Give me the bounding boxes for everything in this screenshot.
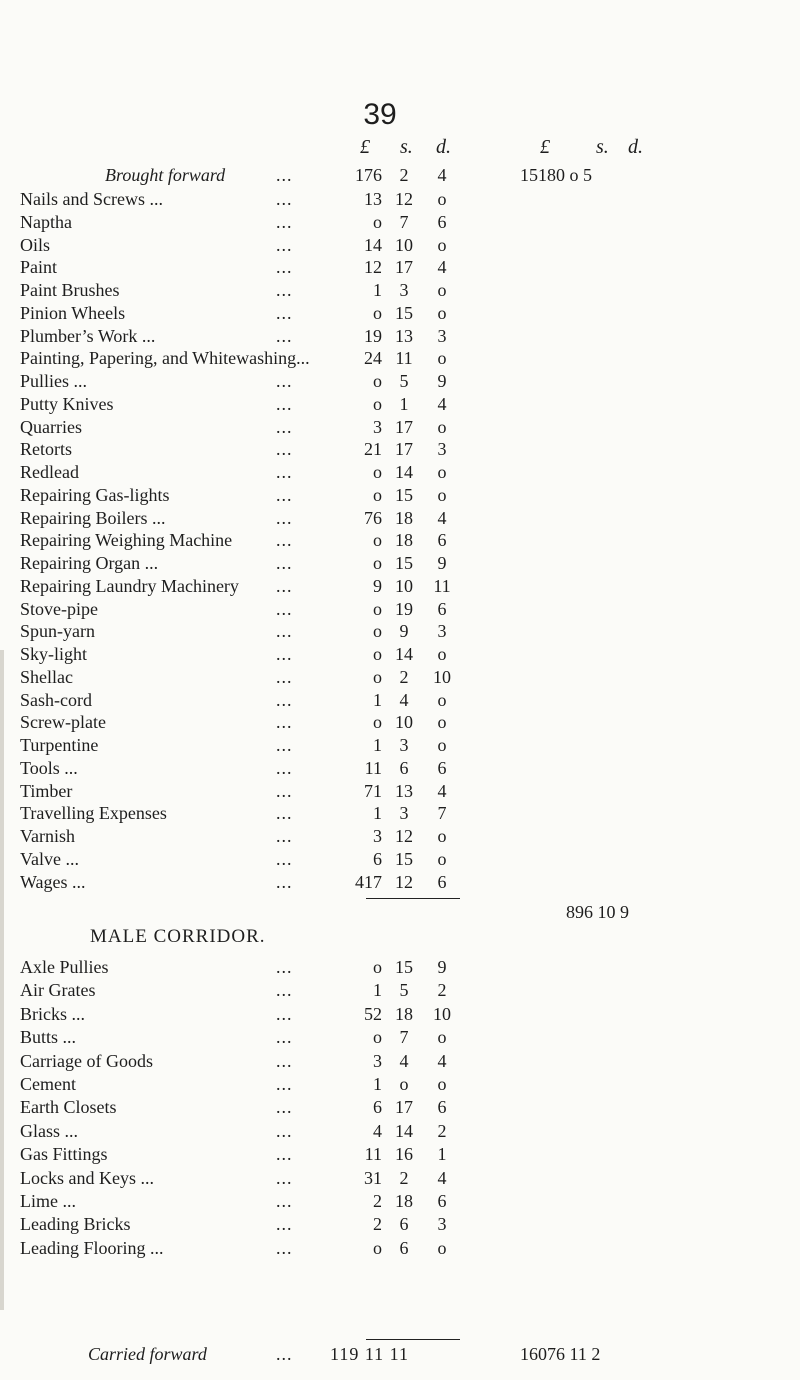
leader-dots: ... — [276, 462, 293, 482]
shillings: 13 — [395, 325, 413, 346]
item-label: Nails and Screws ... — [20, 189, 163, 209]
table-row — [0, 233, 800, 257]
pounds: 11 — [364, 757, 382, 778]
pence: o — [437, 848, 447, 869]
item-label: Sky-light — [20, 644, 88, 664]
shillings: 4 — [399, 689, 409, 710]
table-row — [0, 1095, 800, 1119]
table-row — [0, 369, 800, 393]
section-title: MALE CORRIDOR. — [90, 926, 266, 947]
pence: o — [437, 416, 447, 437]
item-label: Repairing Weighing Machine — [20, 530, 233, 551]
table-row — [0, 779, 800, 803]
pounds: 76 — [364, 507, 382, 528]
pence: 7 — [437, 803, 447, 824]
header-shillings-total: s. — [596, 136, 609, 158]
leader-dots: ... — [276, 1344, 293, 1364]
shillings: 12 — [395, 871, 413, 892]
carried-rule — [366, 1339, 460, 1340]
table-row — [0, 824, 800, 848]
pounds: o — [373, 553, 382, 573]
shillings: 15 — [395, 553, 413, 573]
pounds: o — [373, 211, 382, 232]
item-label: Retorts — [20, 439, 72, 460]
table-row — [0, 528, 800, 552]
table-row — [0, 1189, 800, 1213]
pounds: 6 — [373, 1097, 382, 1118]
pence: 4 — [437, 780, 447, 801]
pounds: 3 — [373, 826, 382, 846]
leader-dots: ... — [276, 1191, 293, 1211]
pence: 1 — [437, 1144, 447, 1165]
shillings: 6 — [399, 1237, 409, 1258]
shillings: 5 — [399, 371, 409, 391]
table-row — [0, 255, 800, 279]
shillings: 14 — [395, 462, 413, 482]
item-label: Paint Brushes — [20, 280, 120, 300]
shillings: 10 — [395, 234, 413, 255]
leader-dots: ... — [276, 280, 293, 300]
pence: o — [437, 735, 447, 755]
shillings: 11 — [395, 348, 413, 369]
pence: 4 — [437, 393, 447, 414]
shillings: 1 — [399, 393, 409, 414]
item-label: Oils — [20, 234, 51, 255]
table-row — [0, 187, 800, 211]
table-row — [0, 1236, 800, 1260]
pounds: o — [373, 393, 382, 414]
pence: 4 — [437, 1050, 447, 1071]
pence: 4 — [437, 507, 447, 528]
shillings: 17 — [395, 416, 413, 437]
table-row — [0, 710, 800, 734]
leader-dots: ... — [276, 325, 293, 346]
pence: 3 — [437, 621, 447, 642]
item-label: Shellac — [20, 666, 73, 687]
pence: 6 — [437, 1097, 447, 1118]
pence: 2 — [437, 980, 447, 1001]
table-row — [0, 665, 800, 689]
pence: 2 — [437, 1120, 447, 1141]
pounds: 4 — [373, 1120, 382, 1141]
leader-dots: ... — [276, 757, 293, 778]
item-label: Carriage of Goods — [20, 1050, 153, 1071]
item-label: Varnish — [20, 826, 75, 846]
leader-dots: ... — [276, 1050, 293, 1071]
pence: 9 — [437, 371, 447, 391]
item-label: Bricks ... — [20, 1003, 85, 1024]
item-label: Painting, Papering, and Whitewashing... — [20, 348, 310, 369]
pounds: o — [373, 621, 382, 642]
item-label: Sash-cord — [20, 689, 92, 710]
shillings: 2 — [399, 165, 409, 185]
leader-dots: ... — [276, 980, 293, 1001]
item-label: Stove-pipe — [20, 598, 98, 619]
shillings: 19 — [395, 598, 413, 619]
item-label: Spun-yarn — [20, 621, 95, 642]
pounds: o — [373, 1027, 382, 1048]
pounds: 19 — [364, 325, 382, 346]
item-label: Cement — [20, 1074, 76, 1094]
brought-forward-label: Brought forward — [105, 165, 226, 185]
table-row — [0, 870, 800, 894]
shillings: 14 — [395, 644, 413, 664]
pence: o — [437, 462, 447, 482]
pence: o — [437, 280, 447, 300]
table-row — [0, 551, 800, 575]
shillings: 6 — [399, 757, 409, 778]
leader-dots: ... — [276, 1074, 293, 1094]
shillings: 3 — [399, 803, 409, 824]
leader-dots: ... — [276, 257, 293, 278]
leader-dots: ... — [276, 1167, 293, 1188]
leader-dots: ... — [276, 735, 293, 755]
header-shillings: s. — [400, 136, 413, 158]
item-label: Tools ... — [20, 757, 78, 778]
table-row — [0, 642, 800, 666]
pence: o — [437, 484, 447, 505]
leader-dots: ... — [276, 165, 293, 185]
pounds: o — [373, 666, 382, 687]
item-label: Putty Knives — [20, 393, 114, 414]
item-label: Repairing Gas-lights — [20, 484, 170, 505]
shillings: 2 — [399, 666, 409, 687]
pence: o — [437, 1074, 447, 1094]
pounds: 417 — [355, 871, 382, 892]
item-label: Repairing Organ ... — [20, 553, 159, 573]
leader-dots: ... — [276, 1003, 293, 1024]
item-label: Travelling Expenses — [20, 803, 167, 824]
shillings: 16 — [395, 1144, 413, 1165]
leader-dots: ... — [276, 530, 293, 551]
pounds: 1 — [373, 735, 382, 755]
pence: 10 — [433, 666, 451, 687]
shillings: 2 — [399, 1167, 409, 1188]
pounds: 14 — [364, 234, 382, 255]
shillings: 7 — [399, 211, 409, 232]
leader-dots: ... — [276, 1027, 293, 1048]
shillings: 15 — [395, 484, 413, 505]
pounds: 1 — [373, 980, 382, 1001]
table-row — [0, 392, 800, 416]
item-label: Redlead — [20, 462, 79, 482]
pounds: o — [373, 371, 382, 391]
table-row — [0, 1119, 800, 1143]
shillings: o — [399, 1074, 409, 1094]
pounds: o — [373, 598, 382, 619]
pounds: 176 — [355, 165, 382, 185]
pence: 4 — [437, 257, 447, 278]
leader-dots: ... — [276, 1144, 293, 1165]
table-row — [0, 1212, 800, 1236]
pounds: o — [373, 1237, 382, 1258]
table-row — [0, 324, 800, 348]
item-label: Repairing Boilers ... — [20, 507, 166, 528]
pence: 6 — [437, 530, 447, 551]
pounds: o — [373, 712, 382, 733]
pence: 10 — [433, 1003, 451, 1024]
pounds: 2 — [373, 1191, 382, 1211]
pence: o — [437, 348, 447, 369]
pounds: o — [373, 302, 382, 323]
pence: 11 — [433, 575, 451, 596]
item-label: Paint — [20, 257, 58, 278]
item-label: Repairing Laundry Machinery — [20, 575, 239, 596]
pence: 3 — [437, 325, 447, 346]
leader-dots: ... — [276, 598, 293, 619]
leader-dots: ... — [276, 871, 293, 892]
pence: 6 — [437, 871, 447, 892]
item-label: Timber — [20, 780, 73, 801]
table-row — [0, 688, 800, 712]
leader-dots: ... — [276, 1214, 293, 1235]
pounds: 3 — [373, 416, 382, 437]
item-label: Valve ... — [20, 848, 79, 869]
leader-dots: ... — [276, 1120, 293, 1141]
leader-dots: ... — [276, 848, 293, 869]
carried-amount: 119 11 11 — [330, 1344, 409, 1364]
pounds: 1 — [373, 803, 382, 824]
table-row — [0, 437, 800, 461]
pence: o — [437, 189, 447, 209]
shillings: 18 — [395, 507, 413, 528]
leader-dots: ... — [276, 1097, 293, 1118]
shillings: 6 — [399, 1214, 409, 1235]
item-label: Butts ... — [20, 1027, 77, 1048]
table-row — [0, 1072, 800, 1096]
table-row — [0, 801, 800, 825]
shillings: 17 — [395, 257, 413, 278]
table-row — [0, 483, 800, 507]
leader-dots: ... — [276, 416, 293, 437]
table-row — [0, 1002, 800, 1026]
leader-dots: ... — [276, 211, 293, 232]
table-row — [0, 301, 800, 325]
shillings: 3 — [399, 280, 409, 300]
pounds: 24 — [364, 348, 382, 369]
table-row — [0, 278, 800, 302]
leader-dots: ... — [276, 621, 293, 642]
pounds: 21 — [364, 439, 382, 460]
item-label: Turpentine — [20, 735, 99, 755]
leader-dots: ... — [276, 507, 293, 528]
carried-forward-row — [0, 1342, 800, 1366]
pence: o — [437, 1027, 447, 1048]
pence: o — [437, 644, 447, 664]
leader-dots: ... — [276, 826, 293, 846]
shillings: 13 — [395, 780, 413, 801]
item-label: Earth Closets — [20, 1097, 117, 1118]
item-label: Screw-plate — [20, 712, 106, 733]
pounds: o — [373, 462, 382, 482]
leader-dots: ... — [276, 957, 293, 977]
table-row — [0, 847, 800, 871]
table-row — [0, 1142, 800, 1166]
table-row — [0, 1049, 800, 1073]
pounds: 3 — [373, 1050, 382, 1071]
pounds: 1 — [373, 1074, 382, 1094]
pence: 3 — [437, 1214, 447, 1235]
leader-dots: ... — [276, 393, 293, 414]
leader-dots: ... — [276, 803, 293, 824]
table-row — [0, 756, 800, 780]
leader-dots: ... — [276, 371, 293, 391]
page-number: 39 — [363, 98, 397, 131]
item-label: Plumber’s Work ... — [20, 325, 156, 346]
pence: o — [437, 302, 447, 323]
leader-dots: ... — [276, 484, 293, 505]
item-label: Leading Bricks — [20, 1214, 131, 1235]
table-row — [0, 733, 800, 757]
pence: 6 — [437, 211, 447, 232]
pounds: 9 — [373, 575, 382, 596]
header-pounds-total: £ — [540, 136, 550, 158]
leader-dots: ... — [276, 780, 293, 801]
header-pence-total: d. — [628, 136, 643, 158]
pounds: 2 — [373, 1214, 382, 1235]
pence: 4 — [437, 1167, 447, 1188]
leader-dots: ... — [276, 234, 293, 255]
carried-forward-label: Carried forward — [88, 1344, 207, 1364]
shillings: 18 — [395, 1191, 413, 1211]
shillings: 15 — [395, 957, 413, 977]
table-row — [0, 1166, 800, 1190]
pence: 6 — [437, 598, 447, 619]
pounds: 71 — [364, 780, 382, 801]
pounds: o — [373, 644, 382, 664]
pence: o — [437, 712, 447, 733]
item-label: Wages ... — [20, 871, 86, 892]
leader-dots: ... — [276, 439, 293, 460]
table-row — [0, 619, 800, 643]
leader-dots: ... — [276, 644, 293, 664]
shillings: 18 — [395, 1003, 413, 1024]
pounds: 11 — [364, 1144, 382, 1165]
pounds: o — [373, 484, 382, 505]
pounds: o — [373, 530, 382, 551]
pence: o — [437, 1237, 447, 1258]
brought-forward-total: 15180 o 5 — [520, 165, 592, 185]
shillings: 14 — [395, 1120, 413, 1141]
leader-dots: ... — [276, 553, 293, 573]
shillings: 12 — [395, 189, 413, 209]
item-label: Axle Pullies — [20, 957, 109, 977]
item-label: Gas Fittings — [20, 1144, 108, 1165]
item-label: Pullies ... — [20, 371, 88, 391]
pence: 9 — [437, 553, 447, 573]
table-row — [0, 346, 800, 370]
leader-dots: ... — [276, 189, 293, 209]
shillings: 7 — [399, 1027, 409, 1048]
pence: o — [437, 689, 447, 710]
brought-forward-row — [0, 163, 800, 187]
item-label: Air Grates — [20, 980, 96, 1001]
item-label: Quarries — [20, 416, 82, 437]
pounds: 52 — [364, 1003, 382, 1024]
shillings: 10 — [395, 712, 413, 733]
leader-dots: ... — [276, 575, 293, 596]
pence: 6 — [437, 1191, 447, 1211]
leader-dots: ... — [276, 1237, 293, 1258]
carried-forward-total: 16076 11 2 — [520, 1344, 601, 1364]
shillings: 15 — [395, 302, 413, 323]
pounds: 1 — [373, 689, 382, 710]
subtotal-rule — [366, 898, 460, 899]
shillings: 17 — [395, 439, 413, 460]
item-label: Glass ... — [20, 1120, 78, 1141]
shillings: 4 — [399, 1050, 409, 1071]
shillings: 3 — [399, 735, 409, 755]
shillings: 15 — [395, 848, 413, 869]
pounds: 6 — [373, 848, 382, 869]
leader-dots: ... — [276, 666, 293, 687]
table-row — [0, 506, 800, 530]
shillings: 10 — [395, 575, 413, 596]
section-total: 896 10 9 — [566, 902, 629, 922]
table-row — [0, 597, 800, 621]
item-label: Lime ... — [20, 1191, 76, 1211]
pounds: 12 — [364, 257, 382, 278]
pence: 3 — [437, 439, 447, 460]
shillings: 9 — [399, 621, 409, 642]
leader-dots: ... — [276, 689, 293, 710]
leader-dots: ... — [276, 712, 293, 733]
item-label: Leading Flooring ... — [20, 1237, 164, 1258]
table-row — [0, 978, 800, 1002]
table-row — [0, 210, 800, 234]
pence: o — [437, 234, 447, 255]
pounds: 1 — [373, 280, 382, 300]
item-label: Naptha — [20, 211, 72, 232]
pounds: o — [373, 957, 382, 977]
header-pounds: £ — [360, 136, 370, 158]
pence: 6 — [437, 757, 447, 778]
header-pence: d. — [436, 136, 451, 158]
item-label: Locks and Keys ... — [20, 1167, 154, 1188]
table-row — [0, 415, 800, 439]
leader-dots: ... — [276, 302, 293, 323]
pence: 9 — [437, 957, 447, 977]
pounds: 13 — [364, 189, 382, 209]
table-row — [0, 1025, 800, 1049]
table-row — [0, 574, 800, 598]
pounds: 31 — [364, 1167, 382, 1188]
item-label: Pinion Wheels — [20, 302, 126, 323]
table-row — [0, 460, 800, 484]
pence: o — [437, 826, 447, 846]
table-row — [0, 955, 800, 979]
shillings: 17 — [395, 1097, 413, 1118]
pence: 4 — [437, 165, 447, 185]
shillings: 12 — [395, 826, 413, 846]
shillings: 5 — [399, 980, 409, 1001]
shillings: 18 — [395, 530, 413, 551]
